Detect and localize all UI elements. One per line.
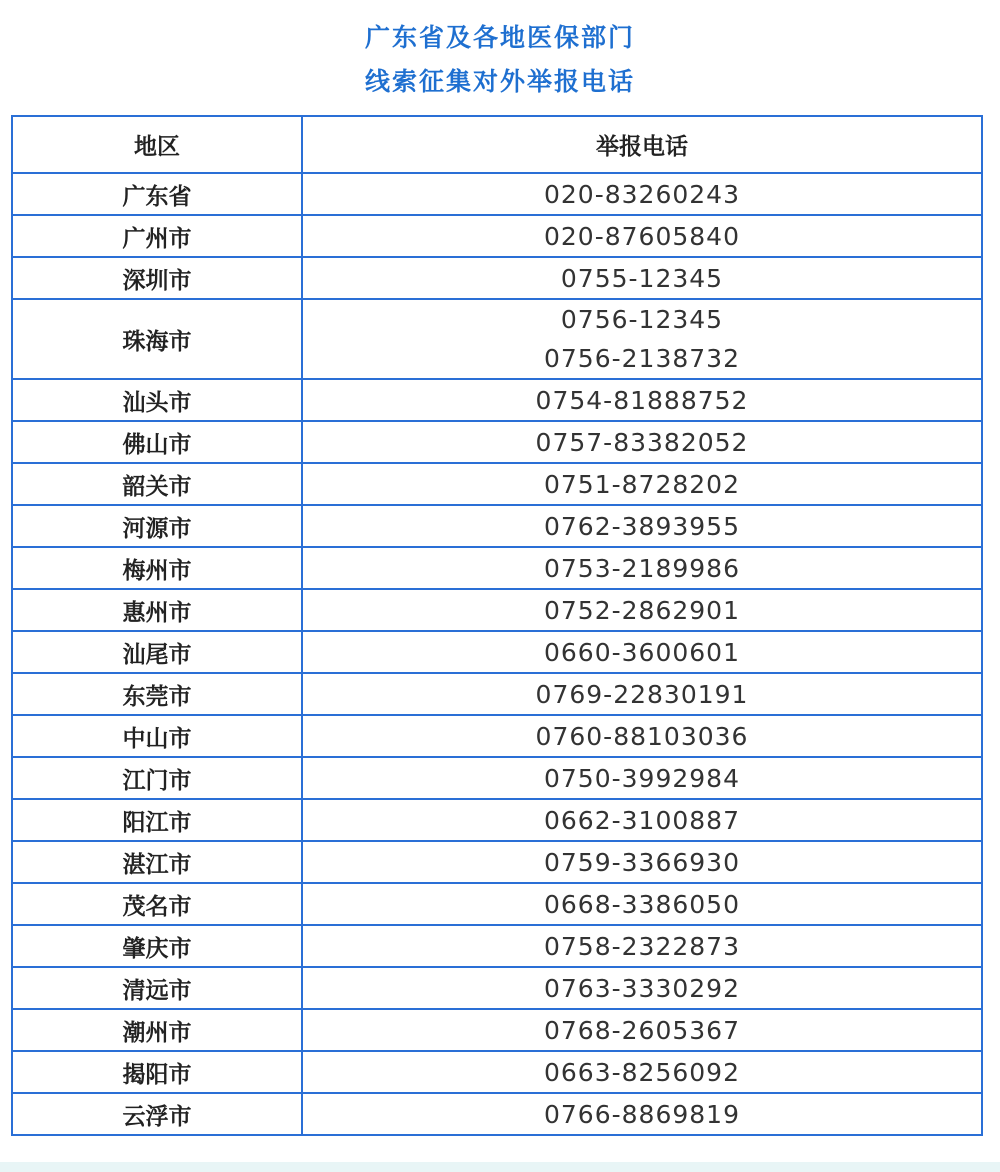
region-cell: 清远市 [12, 967, 302, 1009]
phone-cell [302, 631, 982, 673]
region-cell: 深圳市 [12, 257, 302, 299]
table-row [12, 257, 982, 299]
table-row [12, 1009, 982, 1051]
bottom-band [0, 1162, 1000, 1172]
table-row [12, 1051, 982, 1093]
region-cell: 茂名市 [12, 883, 302, 925]
phone-cell [302, 1093, 982, 1135]
region-cell: 梅州市 [12, 547, 302, 589]
phone-cell [302, 883, 982, 925]
region-cell: 珠海市 [12, 299, 302, 379]
table-row [12, 631, 982, 673]
phone-cell [302, 799, 982, 841]
phone-number: 0760-88103036 [535, 721, 749, 751]
phone-number: 0762-3893955 [544, 511, 740, 541]
region-cell: 佛山市 [12, 421, 302, 463]
column-header-phone: 举报电话 [302, 116, 982, 173]
table-row [12, 925, 982, 967]
region-cell: 惠州市 [12, 589, 302, 631]
table-row [12, 1093, 982, 1135]
region-cell: 东莞市 [12, 673, 302, 715]
phone-number: 0668-3386050 [544, 889, 740, 919]
phone-cell [302, 547, 982, 589]
phone-cell [302, 673, 982, 715]
region-cell: 云浮市 [12, 1093, 302, 1135]
page-title: 广东省及各地医保部门 [364, 23, 635, 52]
phone-cell [302, 715, 982, 757]
phone-number: 0751-8728202 [544, 469, 740, 499]
phone-cell [302, 967, 982, 1009]
region-cell: 韶关市 [12, 463, 302, 505]
region-cell: 中山市 [12, 715, 302, 757]
phone-cell [302, 1051, 982, 1093]
region-cell: 河源市 [12, 505, 302, 547]
table-row [12, 463, 982, 505]
phone-cell [302, 379, 982, 421]
phone-cell [302, 841, 982, 883]
table-row [12, 715, 982, 757]
phone-number: 0766-8869819 [544, 1099, 740, 1129]
phone-number: 0756-12345 [560, 305, 724, 334]
region-cell: 汕尾市 [12, 631, 302, 673]
region-cell: 广州市 [12, 215, 302, 257]
table-row [12, 883, 982, 925]
phone-number: 0755-12345 [560, 263, 724, 293]
region-cell: 汕头市 [12, 379, 302, 421]
region-cell: 潮州市 [12, 1009, 302, 1051]
phone-number: 0763-3330292 [544, 973, 740, 1003]
table-row [12, 421, 982, 463]
phone-number: 0662-3100887 [544, 805, 740, 835]
phone-cell [302, 463, 982, 505]
column-header-region: 地区 [12, 116, 302, 173]
phone-cell [302, 257, 982, 299]
table-row [12, 547, 982, 589]
phone-cell [302, 757, 982, 799]
phone-cell [302, 1009, 982, 1051]
hotline-table [11, 115, 983, 1136]
phone-cell [302, 589, 982, 631]
phone-number: 0757-83382052 [535, 427, 749, 457]
phone-number: 0750-3992984 [544, 763, 740, 793]
region-cell: 肇庆市 [12, 925, 302, 967]
phone-number: 0753-2189986 [544, 553, 740, 583]
region-cell: 广东省 [12, 173, 302, 215]
phone-number: 020-87605840 [544, 221, 740, 251]
phone-cell [302, 421, 982, 463]
table-row [12, 589, 982, 631]
table-row [12, 215, 982, 257]
phone-number: 0758-2322873 [544, 931, 740, 961]
region-cell: 阳江市 [12, 799, 302, 841]
region-cell: 湛江市 [12, 841, 302, 883]
phone-cell [302, 925, 982, 967]
phone-cell [302, 215, 982, 257]
phone-number: 0660-3600601 [544, 637, 740, 667]
table-row [12, 673, 982, 715]
table-body [12, 173, 982, 1135]
phone-number: 0752-2862901 [544, 595, 740, 625]
phone-number: 020-83260243 [544, 179, 740, 209]
table-row [12, 379, 982, 421]
table-row [12, 173, 982, 215]
region-cell: 江门市 [12, 757, 302, 799]
table-header-row [12, 116, 982, 173]
phone-number: 0754-81888752 [535, 385, 749, 415]
table-row [12, 967, 982, 1009]
table-row [12, 757, 982, 799]
table-row [12, 799, 982, 841]
table-row [12, 299, 982, 379]
phone-number: 0756-2138732 [544, 344, 740, 373]
phone-cell [302, 173, 982, 215]
phone-number: 0768-2605367 [544, 1015, 740, 1045]
page-subtitle: 线索征集对外举报电话 [364, 67, 635, 96]
table-row [12, 841, 982, 883]
phone-cell [302, 299, 982, 379]
phone-number: 0663-8256092 [544, 1057, 740, 1087]
table-row [12, 505, 982, 547]
region-cell: 揭阳市 [12, 1051, 302, 1093]
phone-number: 0759-3366930 [544, 847, 740, 877]
phone-number: 0769-22830191 [535, 679, 749, 709]
phone-cell [302, 505, 982, 547]
